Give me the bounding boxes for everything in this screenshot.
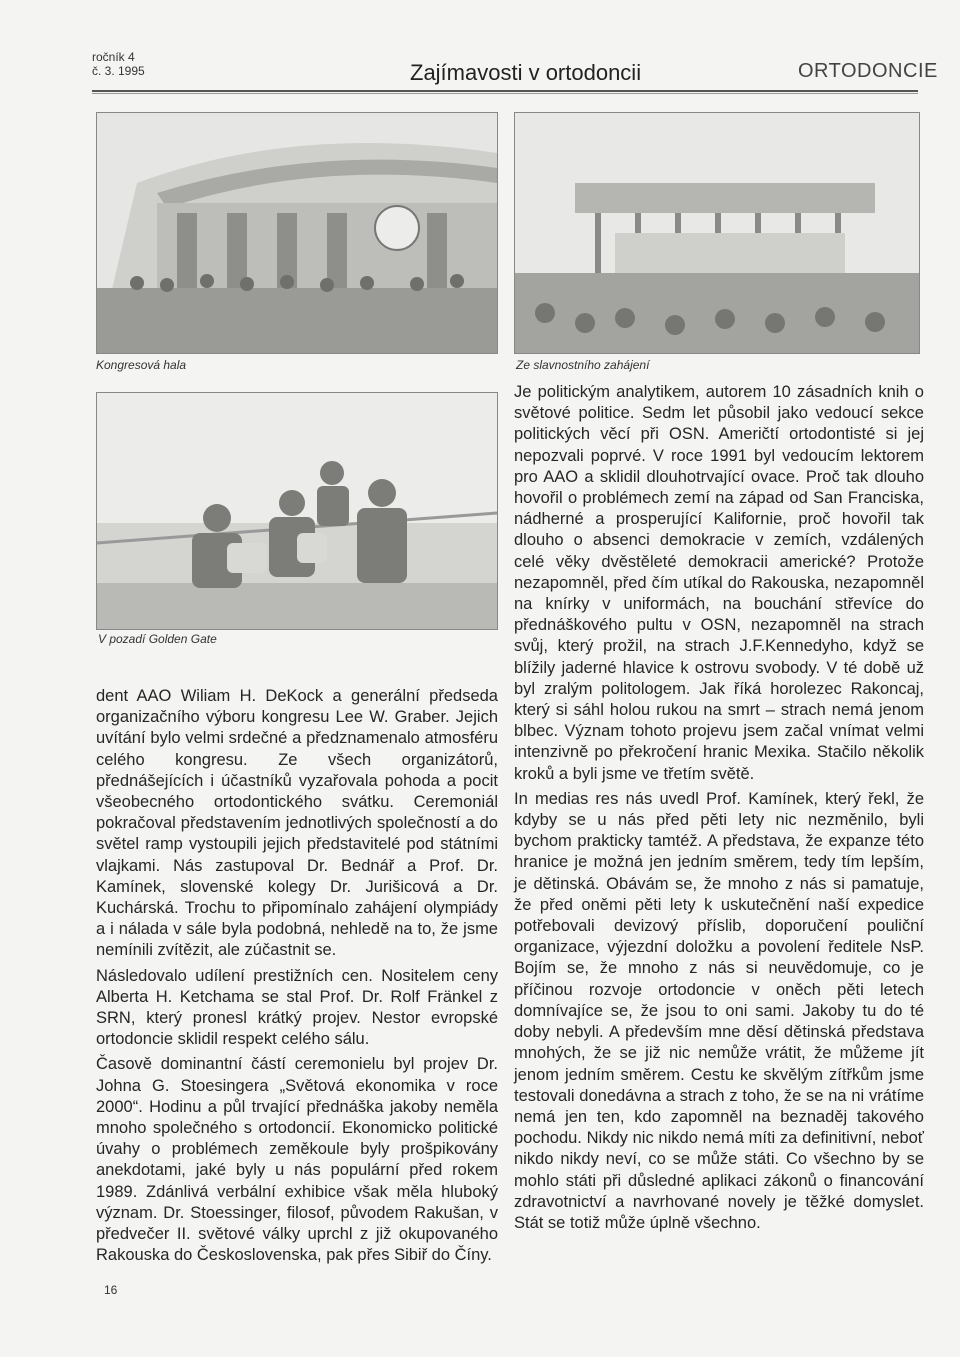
right-paragraph-2: In medias res nás uvedl Prof. Kamínek, který řekl, že kdyby se u nás před pěti lety nic nezměnilo, byli bychom prakticky tamtéž. A představa, že expanze této hranice je možná jen jedním směrem, tedy tím lepším, je dětinská. Obávám se, že mnoho z nás si pamatuje, že před oněmi pěti lety k uskutečnění naší expedice potřebovali devizový příslib, doporučení pouliční organizace, výjezdní doložku a povolení ředitele NsP. Bojím se, že mnoho z nás si neuvědomuje, co je příčinou rozvoje ortodoncie v oněch pěti letech domnívajíce se, že jsou to oni sami. Jakoby tu do té doby nebyli. A především mne děsí dětinská představa mnohých, že se již nic nemůže vrátit, že můžeme jít jenom jedním směrem. Cestu ke skvělým zítřkům jsme testovali donedávna a strach z toho, že se na ni vrátíme nemá jen ten, kdo zapomněl na beznaděj takového pochodu. Nikdy nic nikdo nemá míti za definitivní, neboť nikdo nikdy neví, co se může státi. Co všechno by se mohlo státi při důsledné aplikaci zákonů o financování zdravotnictví a navrhované novely je těžké domyslet. Stát se totiž může úplně všechno. [514, 789, 924, 1232]
golden-gate-caption: V pozadí Golden Gate [98, 632, 217, 646]
opening-ceremony-photo [514, 112, 920, 354]
volume-label: ročník 4 [92, 50, 135, 64]
left-paragraph-3: Časově dominantní částí ceremonielu byl projev Dr. Johna G. Stoesingera „Světová ekonomika v roce 2000“. Hodinu a půl trvající přednáška jakoby neměla mnoho společného s ortodoncií. Ekonomicko politické úvahy o problémech zeměkoule byly prošpikovány anekdotami, jaké byly u nás populární před rokem 1989. Zdánlivá verbální exhibice však měla hluboký význam. Dr. Stoessinger, filosof, původem Rakušan, v předvečer II. světové války uprchl z již okupovaného Rakouska do Československa, pak přes Sibiř do Číny. [96, 1055, 498, 1265]
left-paragraph-2: Následovalo udílení prestižních cen. Nositelem ceny Alberta H. Ketchama se stal Prof. Dr. Rolf Fränkel z SRN, který pronesl krátký projev. Nestor evropské ortodoncie sklidil respekt celého sálu. [96, 966, 498, 1049]
congress-hall-caption: Kongresová hala [96, 358, 187, 372]
left-paragraph-1: dent AAO Wiliam H. DeKock a generální předseda organizačního výboru kongresu Lee W. Graber. Jejich uvítání bylo velmi srdečné a předznamenalo atmosféru celého kongresu. Ze všech organizátorů, přednášejících i účastníků vyzařovala pohoda a pocit všeobecného ortodontického svátku. Ceremoniál pokračoval představením jednotlivých společností a do světel ramp vystoupili jejich představitelé pod státními vlajkami. Nás zastupoval Dr. Bednář a Prof. Dr. Kamínek, slovenské kolegy Dr. Jurišicová a Dr. Kuchárská. Trochu to připomínalo zahájení olympiády a i nálada v sále byla podobná, nehledě na to, že jsme nemínili zvítězit, ale zúčastnit se. [96, 687, 498, 960]
issue-info [92, 50, 145, 78]
issue-label: č. 3. 1995 [92, 64, 145, 78]
right-paragraph-1: Je politickým analytikem, autorem 10 zásadních knih o světové politice. Sedm let působil jako vedoucí sekce politických věcí při OSN. Američtí ortodontisté si jej nepozvali poprvé. V roce 1991 byl vedoucím lektorem pro AAO a sklidil dlouhotrvající ovace. Proč tak dlouho hovořil o problémech zemí na západ od San Franciska, nádherné a prosperující Kalifornie, proč hovořil tak dlouho o absenci demokracie v zemích, vzdálených celé věky dvěstěleté demokracii americké? Protože nezapomněl, před čím utíkal do Rakouska, nezapomněl na knírky v uniformách, na bouchání střevíce do přednáškového pultu v OSN, nezapomněl na strach svůj, který prožil, na strach J.F.Kennedyho, když se blížily jaderné hlavice k ostrovu svobody. V té době už byl zralým politologem. Jak říká horolezec Rakoncaj, který si sáhl holou rukou na smrt – strach nemá jenom blbec. Význam tohoto projevu jsem začal vnímat velmi intenzivně po překročení hranic Mexika. Stačilo několik kroků a byli jsme ve třetím světě. [514, 383, 924, 783]
section-name: ORTODONCIE [798, 60, 938, 82]
opening-ceremony-caption: Ze slavnostního zahájení [516, 358, 650, 372]
congress-hall-photo [96, 112, 498, 354]
golden-gate-group-photo [96, 392, 498, 630]
page-title: Zajímavosti v ortodoncii [410, 60, 642, 85]
header-rule-thin [92, 93, 918, 94]
left-text-column [96, 686, 498, 1266]
page-number: 16 [104, 1283, 118, 1297]
header-rule [92, 90, 918, 92]
right-text-column [514, 382, 924, 1234]
